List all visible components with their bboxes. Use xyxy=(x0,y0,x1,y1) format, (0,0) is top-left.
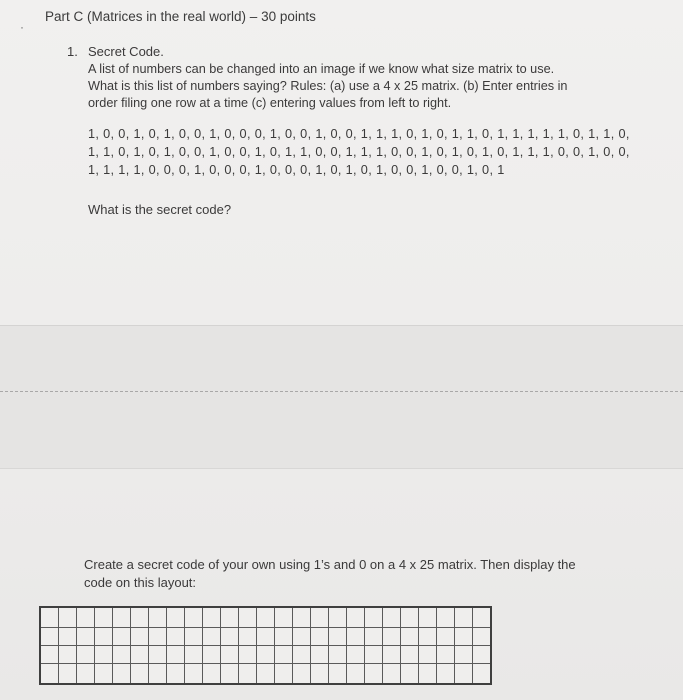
grid-cell[interactable] xyxy=(203,646,221,664)
grid-cell[interactable] xyxy=(311,607,329,628)
grid-cell[interactable] xyxy=(167,664,185,685)
grid-cell[interactable] xyxy=(455,646,473,664)
grid-cell[interactable] xyxy=(365,628,383,646)
grid-cell[interactable] xyxy=(59,607,77,628)
code-grid-container xyxy=(39,606,492,685)
grid-cell[interactable] xyxy=(95,607,113,628)
sequence-line: 1, 1, 0, 1, 0, 1, 0, 0, 1, 0, 0, 1, 0, 1, 1, 0, 0, 1, 1, 1, 0, 0, 1, 0, 1, 0, 1, 0, 1, 1, 1, 0, 0, 1, 0, 0, xyxy=(88,145,630,159)
grid-cell[interactable] xyxy=(185,646,203,664)
grid-cell[interactable] xyxy=(275,628,293,646)
grid-cell[interactable] xyxy=(185,628,203,646)
grid-cell[interactable] xyxy=(239,646,257,664)
grid-cell[interactable] xyxy=(95,628,113,646)
grid-cell[interactable] xyxy=(131,646,149,664)
grid-cell[interactable] xyxy=(149,607,167,628)
sequence-line: 1, 1, 1, 1, 0, 0, 0, 1, 0, 0, 0, 1, 0, 0, 0, 1, 0, 1, 0, 1, 0, 0, 1, 0, 0, 1, 0, 1 xyxy=(88,163,505,177)
grid-cell[interactable] xyxy=(167,628,185,646)
grid-cell[interactable] xyxy=(419,628,437,646)
description-line: What is this list of numbers saying? Rules: (a) use a 4 x 25 matrix. (b) Enter entries in xyxy=(88,79,568,93)
instruction-line: Create a secret code of your own using 1’s and 0 on a 4 x 25 matrix. Then display the xyxy=(84,557,576,572)
grid-row xyxy=(40,664,491,685)
grid-cell[interactable] xyxy=(401,664,419,685)
grid-cell[interactable] xyxy=(347,607,365,628)
grid-row xyxy=(40,607,491,628)
grid-cell[interactable] xyxy=(167,607,185,628)
grid-cell[interactable] xyxy=(131,628,149,646)
grid-cell[interactable] xyxy=(239,607,257,628)
grid-cell[interactable] xyxy=(311,628,329,646)
grid-cell[interactable] xyxy=(401,607,419,628)
grid-cell[interactable] xyxy=(131,664,149,685)
grid-cell[interactable] xyxy=(40,607,59,628)
description-line: A list of numbers can be changed into an image if we know what size matrix to use. xyxy=(88,62,555,76)
grid-cell[interactable] xyxy=(347,646,365,664)
grid-cell[interactable] xyxy=(257,628,275,646)
grid-cell[interactable] xyxy=(293,646,311,664)
grid-cell[interactable] xyxy=(239,664,257,685)
grid-cell[interactable] xyxy=(419,664,437,685)
grid-cell[interactable] xyxy=(221,607,239,628)
grid-cell[interactable] xyxy=(40,628,59,646)
grid-cell[interactable] xyxy=(167,646,185,664)
grid-cell[interactable] xyxy=(185,664,203,685)
grid-cell[interactable] xyxy=(257,607,275,628)
grid-cell[interactable] xyxy=(293,607,311,628)
grid-cell[interactable] xyxy=(203,607,221,628)
grid-cell[interactable] xyxy=(365,607,383,628)
grid-cell[interactable] xyxy=(473,607,492,628)
grid-cell[interactable] xyxy=(239,628,257,646)
secret-code-prompt: What is the secret code? xyxy=(88,202,232,217)
grid-cell[interactable] xyxy=(203,664,221,685)
grid-cell[interactable] xyxy=(383,664,401,685)
grid-cell[interactable] xyxy=(77,607,95,628)
grid-cell[interactable] xyxy=(419,646,437,664)
grid-cell[interactable] xyxy=(257,646,275,664)
part-title: Part C (Matrices in the real world) – 30 points xyxy=(45,9,316,24)
grid-cell[interactable] xyxy=(347,628,365,646)
instruction-line: code on this layout: xyxy=(84,575,197,590)
grid-cell[interactable] xyxy=(437,646,455,664)
grid-cell[interactable] xyxy=(383,646,401,664)
grid-cell[interactable] xyxy=(293,664,311,685)
grid-cell[interactable] xyxy=(329,646,347,664)
grid-cell[interactable] xyxy=(221,646,239,664)
grid-cell[interactable] xyxy=(473,628,492,646)
grid-cell[interactable] xyxy=(77,628,95,646)
dashed-divider xyxy=(0,391,683,392)
grid-cell[interactable] xyxy=(149,664,167,685)
grid-cell[interactable] xyxy=(473,664,492,685)
grid-cell[interactable] xyxy=(275,607,293,628)
question-number: 1. xyxy=(67,44,78,59)
grid-cell[interactable] xyxy=(221,628,239,646)
grid-cell[interactable] xyxy=(383,628,401,646)
grid-row xyxy=(40,628,491,646)
grid-cell[interactable] xyxy=(77,664,95,685)
grid-cell[interactable] xyxy=(59,664,77,685)
grid-cell[interactable] xyxy=(293,628,311,646)
grid-cell[interactable] xyxy=(59,628,77,646)
grid-cell[interactable] xyxy=(59,646,77,664)
answer-box[interactable] xyxy=(0,325,683,469)
grid-cell[interactable] xyxy=(275,664,293,685)
grid-cell[interactable] xyxy=(401,646,419,664)
code-grid xyxy=(39,606,492,685)
grid-cell[interactable] xyxy=(185,607,203,628)
grid-cell[interactable] xyxy=(455,664,473,685)
grid-cell[interactable] xyxy=(113,646,131,664)
grid-cell[interactable] xyxy=(365,664,383,685)
grid-cell[interactable] xyxy=(40,646,59,664)
grid-cell[interactable] xyxy=(113,607,131,628)
grid-cell[interactable] xyxy=(329,664,347,685)
grid-cell[interactable] xyxy=(383,607,401,628)
grid-cell[interactable] xyxy=(455,607,473,628)
grid-cell[interactable] xyxy=(77,646,95,664)
grid-cell[interactable] xyxy=(113,628,131,646)
grid-cell[interactable] xyxy=(437,664,455,685)
grid-cell[interactable] xyxy=(473,646,492,664)
grid-cell[interactable] xyxy=(95,664,113,685)
grid-cell[interactable] xyxy=(149,646,167,664)
grid-cell[interactable] xyxy=(221,664,239,685)
grid-cell[interactable] xyxy=(275,646,293,664)
grid-cell[interactable] xyxy=(95,646,113,664)
grid-cell[interactable] xyxy=(113,664,131,685)
grid-cell[interactable] xyxy=(131,607,149,628)
grid-cell[interactable] xyxy=(329,628,347,646)
grid-cell[interactable] xyxy=(365,646,383,664)
grid-row xyxy=(40,646,491,664)
grid-cell[interactable] xyxy=(257,664,275,685)
grid-cell[interactable] xyxy=(347,664,365,685)
grid-cell[interactable] xyxy=(311,646,329,664)
grid-cell[interactable] xyxy=(40,664,59,685)
grid-cell[interactable] xyxy=(203,628,221,646)
bullet-mark: · xyxy=(20,20,24,34)
grid-cell[interactable] xyxy=(149,628,167,646)
grid-cell[interactable] xyxy=(437,628,455,646)
description-line: order filing one row at a time (c) entering values from left to right. xyxy=(88,96,452,110)
grid-cell[interactable] xyxy=(329,607,347,628)
grid-cell[interactable] xyxy=(401,628,419,646)
grid-cell[interactable] xyxy=(419,607,437,628)
grid-cell[interactable] xyxy=(455,628,473,646)
sequence-line: 1, 0, 0, 1, 0, 1, 0, 0, 1, 0, 0, 0, 1, 0, 0, 1, 0, 0, 1, 1, 1, 0, 1, 0, 1, 1, 0, 1, 1, 1, 1, 1, 0, 1, 1, 0, xyxy=(88,127,630,141)
question-title: Secret Code. xyxy=(88,44,164,59)
grid-cell[interactable] xyxy=(311,664,329,685)
grid-cell[interactable] xyxy=(437,607,455,628)
